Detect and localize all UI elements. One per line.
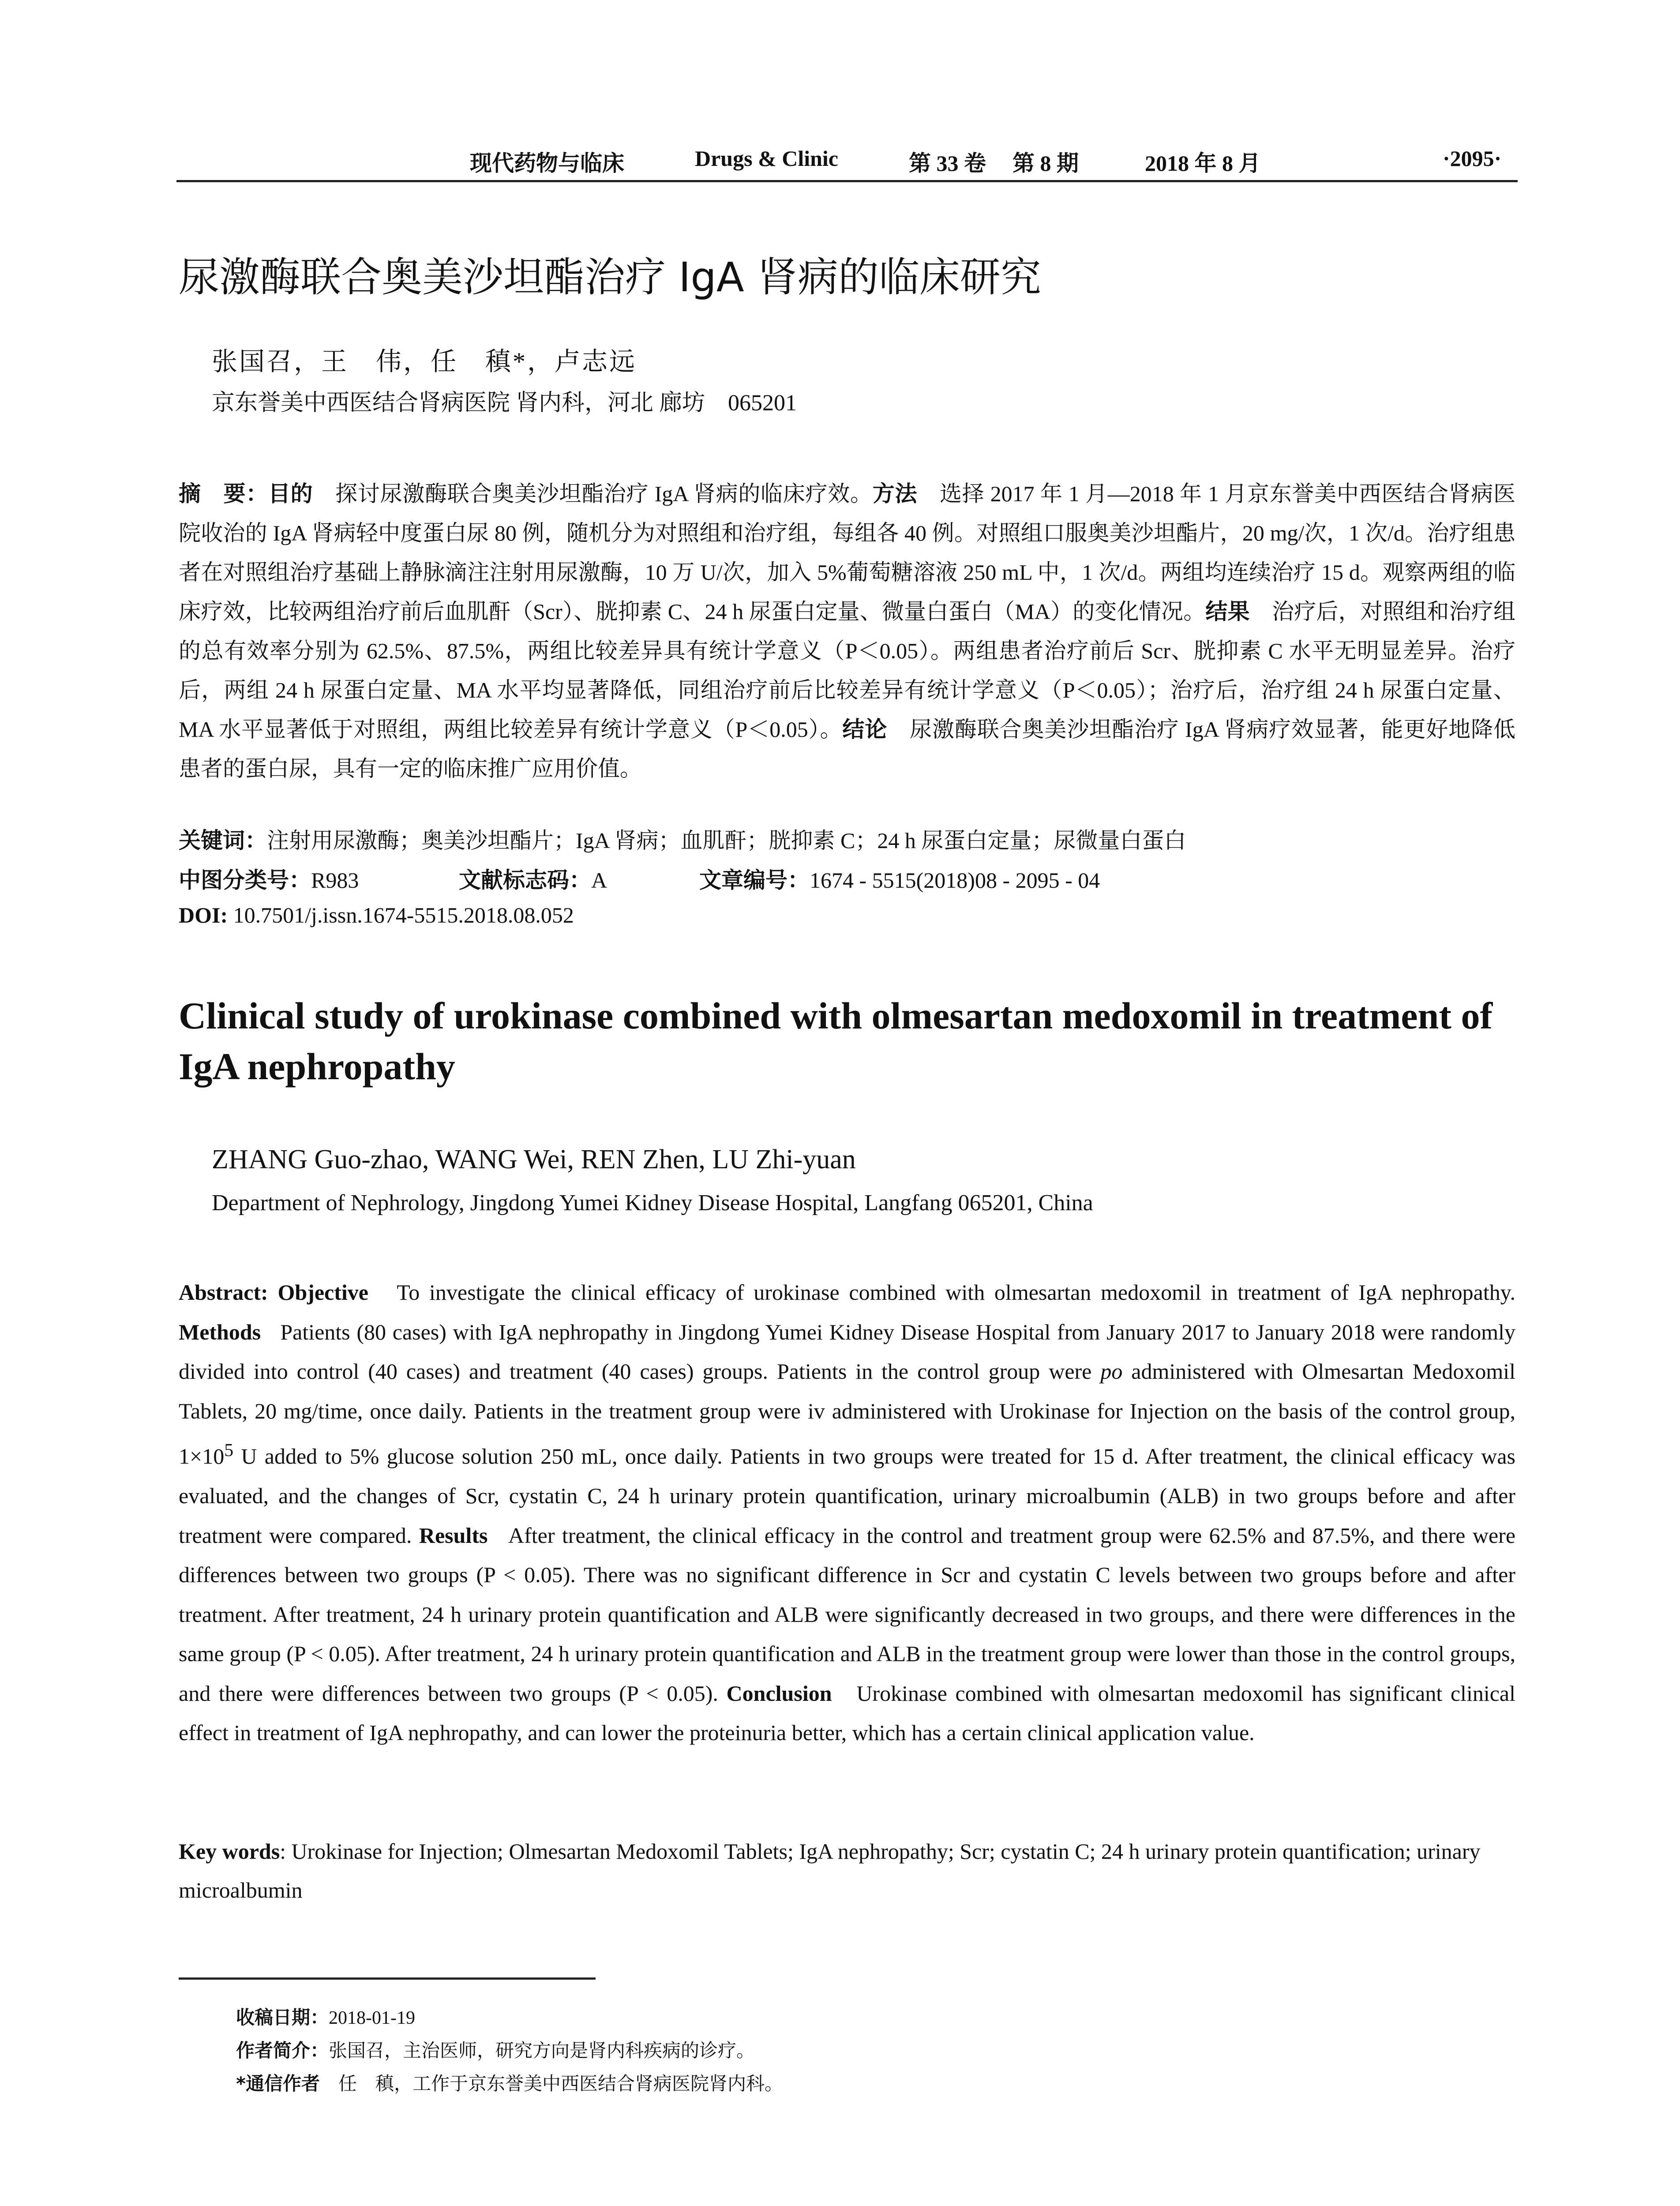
article-number xyxy=(699,863,1100,894)
journal-name-en: Drugs & Clinic xyxy=(695,146,838,171)
objective-en: To investigate the clinical efficacy of urokinase combined with olmesartan medoxomil in treatment of IgA nephropathy. xyxy=(397,1280,1515,1305)
footnote-received xyxy=(236,2003,415,2030)
keywords-cn xyxy=(179,823,1186,855)
conclusion-en-label: Conclusion xyxy=(726,1681,832,1706)
issue: 第 8 期 xyxy=(1012,151,1079,176)
doi-label: DOI: xyxy=(179,903,228,927)
methods-cn: 选择 2017 年 1 月—2018 年 1 月京东誉美中西医结合肾病医院收治的 IgA 肾病轻中度蛋白尿 80 例，随机分为对照组和治疗组，每组各 40 例。对照组口服奥美沙坦酯片，20 mg/次，1 次/d。治疗组患者在对照组治疗基础上静脉滴注注射用尿激酶，10 万 U/次，加入 5%葡萄糖溶液 250 mL 中，1 次/d。两组均连续治疗 15 d。观察两组的临床疗效，比较两组治疗前后血肌酐（Scr）、胱抑素 C、24 h 尿蛋白定量、微量白蛋白（MA）的变化情况。 xyxy=(179,481,1516,624)
title-en: Clinical study of urokinase combined with olmesartan medoxomil in treatment of IgA nephropathy xyxy=(179,994,1493,1088)
methods-en-3: U added to 5% glucose solution 250 mL, once daily. Patients in two groups were treated for 15 d. After treatment, the clinical efficacy was evaluated, and the changes of Scr, cystatin C, 24 h urinary protein quantification, urinary microalbumin (ALB) in two groups before and after treatment were compared. xyxy=(179,1444,1515,1548)
conclusion-cn: 尿激酶联合奥美沙坦酯治疗 IgA 肾病疗效显著，能更好地降低患者的蛋白尿，具有一定的临床推广应用价值。 xyxy=(179,717,1516,781)
doc-label: 文献标志码： xyxy=(459,867,591,893)
keywords-cn-text: 注射用尿激酶；奥美沙坦酯片；IgA 肾病；血肌酐；胱抑素 C；24 h 尿蛋白定量；尿微量白蛋白 xyxy=(267,828,1186,853)
abstract-en-label: Abstract: xyxy=(179,1280,268,1305)
corr-text: 任 稹，工作于京东誉美中西医结合肾病医院肾内科。 xyxy=(319,2074,783,2094)
po-italic: po xyxy=(1100,1359,1123,1384)
methods-cn-label: 方法 xyxy=(872,481,918,506)
authors-cn: 张国召，王 伟，任 稹*，卢志远 xyxy=(212,347,637,376)
keywords-en-label: Key words xyxy=(179,1839,280,1864)
page-number: ·2095· xyxy=(1443,146,1502,171)
footnote-corresponding xyxy=(236,2069,783,2096)
abstract-cn xyxy=(179,474,1515,788)
methods-en-1: Patients (80 cases) with IgA nephropathy in Jingdong Yumei Kidney Disease Hospital from January 2017 to January 2018 were randomly divided into control (40 cases) and treatment (40 cases) groups. Patients in the control group were xyxy=(179,1319,1516,1384)
article-value: 1674 - 5515(2018)08 - 2095 - 04 xyxy=(810,868,1100,893)
received-date: 2018-01-19 xyxy=(329,2008,415,2028)
conclusion-cn-label: 结论 xyxy=(842,717,888,742)
conclusion-en: Urokinase combined with olmesartan medoxomil has significant clinical effect in treatment of IgA nephropathy, and can lower the proteinuria better, which has a certain clinical application value. xyxy=(179,1681,1516,1745)
results-cn: 治疗后，对照组和治疗组的总有效率分别为 62.5%、87.5%，两组比较差异具有统计学意义（P＜0.05）。两组患者治疗前后 Scr、胱抑素 C 水平无明显差异。治疗后，两组 24 h 尿蛋白定量、MA 水平均显著降低，同组治疗前后比较差异有统计学意义（P＜0.05）；治疗后，治疗组 24 h 尿蛋白定量、MA 水平显著低于对照组，两组比较差异有统计学意义（P＜0.05）。 xyxy=(179,599,1516,742)
keywords-en xyxy=(179,1832,1515,1910)
methods-en-2: administered with Olmesartan Medoxomil Tablets, 20 mg/time, once daily. Patients in the treatment group were iv administered with Urokinase for Injection on the basis of the control group, 1×10 xyxy=(179,1359,1516,1469)
objective-cn: 探讨尿激酶联合奥美沙坦酯治疗 IgA 肾病的临床疗效。 xyxy=(335,481,873,506)
footnote-bio xyxy=(236,2036,755,2063)
results-en: After treatment, the clinical efficacy in the control and treatment group were 62.5% and 87.5%, and there were differences between two groups (P < 0.05). There was no significant difference in Scr and cystatin C levels between two groups before and after treatment. After treatment, 24 h urinary protein quantification and ALB were significantly decreased in two groups, and there were differences in the same group (P < 0.05). After treatment, 24 h urinary protein quantification and ALB in the treatment group were lower than those in the control groups, and there were differences between two groups (P < 0.05). xyxy=(179,1523,1516,1706)
objective-en-label: Objective xyxy=(278,1280,368,1305)
exponent: 5 xyxy=(224,1440,234,1460)
running-header xyxy=(176,132,1518,182)
doi-value: 10.7501/j.issn.1674-5515.2018.08.052 xyxy=(228,903,574,927)
bio-label: 作者简介： xyxy=(236,2040,329,2061)
affiliation-cn: 京东誉美中西医结合肾病医院 肾内科，河北 廊坊 065201 xyxy=(212,390,797,416)
volume: 第 33 卷 xyxy=(909,151,986,176)
corr-label: *通信作者 xyxy=(236,2073,320,2094)
keywords-cn-label: 关键词： xyxy=(179,828,267,853)
doi-line xyxy=(179,902,574,928)
issue-date: 2018 年 8 月 xyxy=(1145,151,1261,176)
results-en-label: Results xyxy=(419,1523,488,1548)
clc-label: 中图分类号： xyxy=(179,867,311,893)
footnote-divider xyxy=(179,1977,596,1980)
results-cn-label: 结果 xyxy=(1205,599,1250,624)
clc-value: R983 xyxy=(311,868,359,893)
doc-value: A xyxy=(591,868,608,893)
objective-cn-label: 目的 xyxy=(268,481,313,506)
received-label: 收稿日期： xyxy=(236,2007,329,2028)
classification-line xyxy=(179,863,359,894)
article-label: 文章编号： xyxy=(699,867,810,893)
keywords-en-text: : Urokinase for Injection; Olmesartan Medoxomil Tablets; IgA nephropathy; Scr; cystatin C; 24 h urinary protein quantification; urinary microalbumin xyxy=(179,1839,1481,1902)
authors-en: ZHANG Guo-zhao, WANG Wei, REN Zhen, LU Zhi-yuan xyxy=(212,1144,856,1174)
bio-text: 张国召，主治医师，研究方向是肾内科疾病的诊疗。 xyxy=(329,2041,755,2061)
abstract-cn-label: 摘 要： xyxy=(179,481,268,506)
abstract-en xyxy=(179,1273,1515,1753)
journal-name-cn: 现代药物与临床 xyxy=(470,151,624,176)
affiliation-en: Department of Nephrology, Jingdong Yumei Kidney Disease Hospital, Langfang 065201, China xyxy=(212,1190,1093,1216)
methods-en-label: Methods xyxy=(179,1319,261,1344)
doc-code xyxy=(459,863,607,894)
title-cn: 尿激酶联合奥美沙坦酯治疗 IgA 肾病的临床研究 xyxy=(179,254,1041,301)
